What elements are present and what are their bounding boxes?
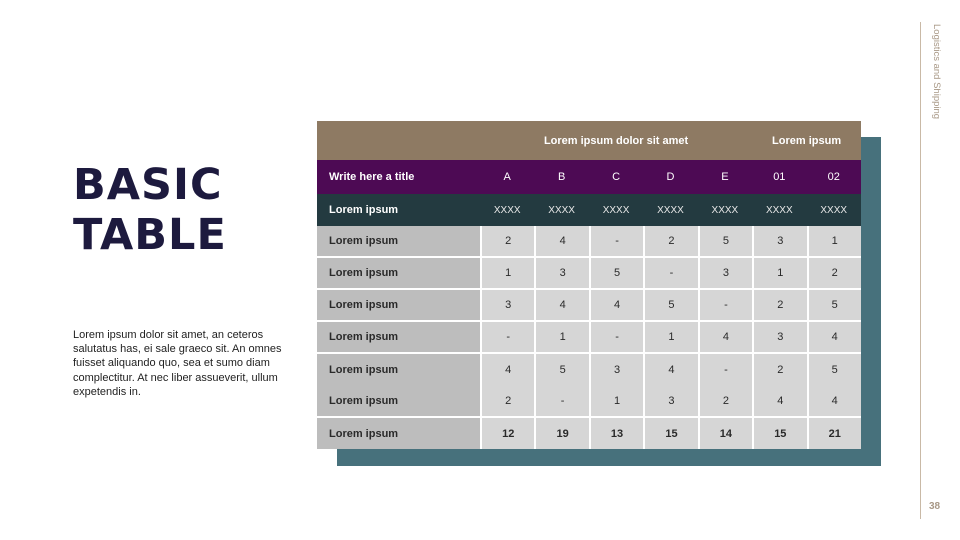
row-label: Lorem ipsum (317, 226, 480, 258)
table-cell: 12 (480, 418, 534, 449)
table-group-header-2: Lorem ipsum (772, 134, 842, 147)
row-label: Lorem ipsum (317, 386, 480, 418)
table-cell: 21 (807, 418, 861, 449)
table-cell: 1 (589, 386, 643, 418)
table-cell: 14 (698, 418, 752, 449)
table-subheader-label: Lorem ipsum (329, 204, 399, 216)
table-cell: - (698, 290, 752, 322)
table-total-row (317, 418, 861, 449)
table-cell: 4 (752, 386, 806, 418)
table-row (317, 354, 861, 386)
subheader-value: XXXX (765, 204, 793, 216)
column-header: C (612, 171, 621, 183)
table-cell: 2 (698, 386, 752, 418)
table-cell: 1 (480, 258, 534, 290)
table-cell: 2 (480, 226, 534, 258)
slide-body-text: Lorem ipsum dolor sit amet, an ceteros salutatus has, ei sale graeco sit. An omnes fuisset aliquando quo, sea et sumo diam complectitur. At nec liber assueverit, ullum expetendis in. (73, 329, 282, 398)
side-label: Logistics and Shipping (931, 24, 942, 120)
table-cell: 5 (589, 258, 643, 290)
table-column-header-row (317, 160, 861, 194)
table-cell: 5 (807, 290, 861, 322)
row-label: Lorem ipsum (317, 258, 480, 290)
table-cell: 4 (807, 322, 861, 354)
table-cell: - (698, 354, 752, 386)
subheader-value: XXXX (711, 204, 739, 216)
column-header: 02 (827, 171, 840, 183)
column-header: B (557, 171, 566, 183)
column-header: 01 (773, 171, 786, 183)
table-group-header-1: Lorem ipsum dolor sit amet (543, 134, 689, 147)
row-label: Lorem ipsum (317, 354, 480, 386)
table-cell: 4 (534, 290, 588, 322)
table-cell: 3 (752, 226, 806, 258)
slide-title-line-1: BASIC (73, 160, 223, 210)
table-row (317, 258, 861, 290)
page-number: 38 (929, 501, 941, 512)
table-cell: 4 (643, 354, 697, 386)
table-cell: 4 (589, 290, 643, 322)
table-row (317, 322, 861, 354)
subheader-value: XXXX (820, 204, 848, 216)
table-cell: 3 (643, 386, 697, 418)
subheader-value: XXXX (602, 204, 630, 216)
table-cell: 3 (698, 258, 752, 290)
table-cell: 3 (589, 354, 643, 386)
table-row (317, 226, 861, 258)
table-subheader-row (317, 194, 861, 226)
table-group-header-spacer (317, 121, 480, 160)
table-cell: 5 (807, 354, 861, 386)
subheader-value: XXXX (657, 204, 684, 216)
column-header: A (503, 171, 511, 183)
table-cell: 2 (480, 386, 534, 418)
table-cell: 3 (752, 322, 806, 354)
row-label: Lorem ipsum (317, 418, 480, 449)
table-cell: - (643, 258, 697, 290)
slide-title (73, 160, 293, 260)
slide-title-line-2: TABLE (73, 210, 227, 260)
table-cell: 15 (752, 418, 806, 449)
row-label: Lorem ipsum (317, 290, 480, 322)
table-cell: 4 (480, 354, 534, 386)
table-cell: 3 (480, 290, 534, 322)
table-cell: - (480, 322, 534, 354)
table-cell: - (589, 322, 643, 354)
table-cell: 3 (534, 258, 588, 290)
table-cell: 4 (698, 322, 752, 354)
table-cell: 1 (643, 322, 697, 354)
table-cell: 5 (643, 290, 697, 322)
table-cell: 2 (643, 226, 697, 258)
subheader-value: XXXX (548, 204, 575, 216)
table-cell: 2 (752, 354, 806, 386)
table-row (317, 290, 861, 322)
table-group-header-row (317, 121, 861, 160)
side-divider (920, 22, 921, 519)
basic-table (317, 121, 861, 449)
table-cell: - (589, 226, 643, 258)
table-cell: 15 (643, 418, 697, 449)
table-cell: 13 (589, 418, 643, 449)
column-header: D (666, 171, 675, 183)
row-label: Lorem ipsum (317, 322, 480, 354)
table-cell: 5 (534, 354, 588, 386)
subheader-value: XXXX (493, 204, 521, 216)
table-cell: 1 (752, 258, 806, 290)
table-cell: 2 (807, 258, 861, 290)
table-row (317, 386, 861, 418)
table-title-label: Write here a title (329, 171, 415, 183)
table-cell: 4 (534, 226, 588, 258)
table-cell: 19 (534, 418, 588, 449)
table-cell: 2 (752, 290, 806, 322)
table-cell: 5 (698, 226, 752, 258)
table-cell: 4 (807, 386, 861, 418)
column-header: E (721, 171, 729, 183)
table-cell: - (534, 386, 588, 418)
table-cell: 1 (534, 322, 588, 354)
table-cell: 1 (807, 226, 861, 258)
